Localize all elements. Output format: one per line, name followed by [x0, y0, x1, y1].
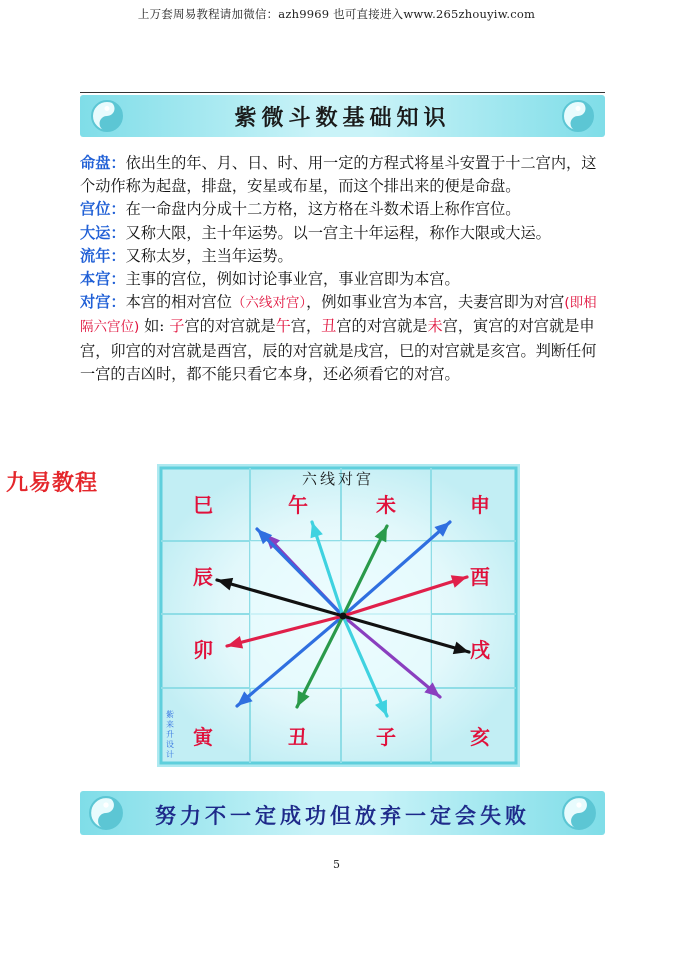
definition-gongwei [80, 198, 608, 221]
definition-text: 又称太岁，主当年运势。 [125, 246, 293, 265]
definitions-body [80, 152, 608, 386]
definition-text: 依出生的年、月、日、时、用一定的方程式将星斗安置于十二宫内，这个动作称为起盘，排盘，安星或布星，而这个排出来的便是命盘。 [80, 154, 597, 196]
branch-label: 申 [470, 493, 490, 517]
credit-char: 设 [166, 740, 174, 749]
watermark-logo-text: 九易教程 [6, 471, 99, 496]
definition-dayun [80, 222, 608, 245]
branch-label: 午 [288, 493, 308, 517]
credit-char: 来 [166, 720, 174, 729]
branch-label: 酉 [470, 565, 490, 589]
definition-text: 宫的对宫就是 [184, 317, 276, 336]
definition-duigong [80, 291, 608, 386]
branch-label: 戌 [470, 638, 490, 662]
term-label: 对宫： [80, 293, 126, 312]
branch-label: 巳 [193, 493, 213, 517]
credit-char: 计 [166, 750, 174, 759]
credit-char: 紫 [166, 710, 174, 719]
definition-mingpan [80, 152, 608, 198]
credit-char: 升 [166, 730, 174, 739]
branch-label: 丑 [288, 725, 308, 749]
definition-text: 如: [139, 317, 170, 336]
definition-text: 宫的对宫就是 [336, 317, 428, 336]
definition-bengong [80, 268, 608, 291]
term-label: 本宫： [80, 270, 126, 289]
branch-label: 未 [376, 493, 396, 517]
definition-text: 主事的宫位，例如讨论事业宫，事业宫即为本宫。 [125, 270, 460, 289]
handwritten-note: (即相隔六宫位) [80, 295, 597, 336]
definition-text: 在一命盘内分成十二方格，这方格在斗数术语上称作宫位。 [125, 200, 521, 219]
branch-highlight: 丑 [321, 317, 337, 336]
header-rule [80, 92, 605, 93]
branch-label: 亥 [470, 725, 490, 749]
diagram-title: 六线对宫 [301, 470, 375, 488]
center-point [340, 613, 347, 620]
title-banner [80, 95, 605, 137]
page-title: 紫微斗数基础知识 [234, 106, 451, 131]
yin-yang-right-icon [561, 795, 597, 831]
motto-banner [80, 791, 605, 835]
branch-highlight: 子 [169, 317, 185, 336]
header-watermark-text: 上万套周易教程请加微信：azh9969 也可直接进入www.265zhouyiw.com [137, 7, 536, 21]
branch-label: 寅 [193, 725, 213, 749]
definition-text: 本宫的相对宫位 [125, 293, 232, 312]
definition-text: ，例如事业宫为本宫，夫妻宫即为对宫 [306, 293, 565, 312]
branch-highlight: 未 [427, 317, 443, 336]
branch-label: 卯 [193, 638, 213, 662]
definition-text: 宫， [290, 317, 322, 336]
term-label: 流年： [80, 246, 126, 265]
definition-text: 宫，寅宫的对宫就是申宫，卯宫的对宫就是酉宫，辰的对宫就是戌宫，巳的对宫就是亥宫。判断任何一宫的吉凶时，都不能只看它本身，还必须看它的对宫。 [80, 317, 597, 383]
opposite-palace-chart [157, 464, 520, 767]
definition-text: 又称大限，主十年运势。以一宫主十年运程，称作大限或大运。 [125, 223, 551, 242]
page-number: 5 [333, 858, 340, 871]
branch-label: 子 [376, 725, 396, 749]
motto-text: 努力不一定成功但放弃一定会失败 [155, 804, 530, 828]
yin-yang-right-icon [561, 99, 595, 133]
term-label: 宫位： [80, 200, 126, 219]
handwritten-note: （六线对宫） [231, 295, 307, 312]
six-line-opposite-palace-diagram [157, 464, 520, 767]
definition-liunian [80, 245, 608, 268]
branch-label: 辰 [193, 565, 213, 589]
term-label: 大运： [80, 223, 126, 242]
branch-highlight: 午 [275, 317, 291, 336]
term-label: 命盘： [80, 154, 126, 172]
